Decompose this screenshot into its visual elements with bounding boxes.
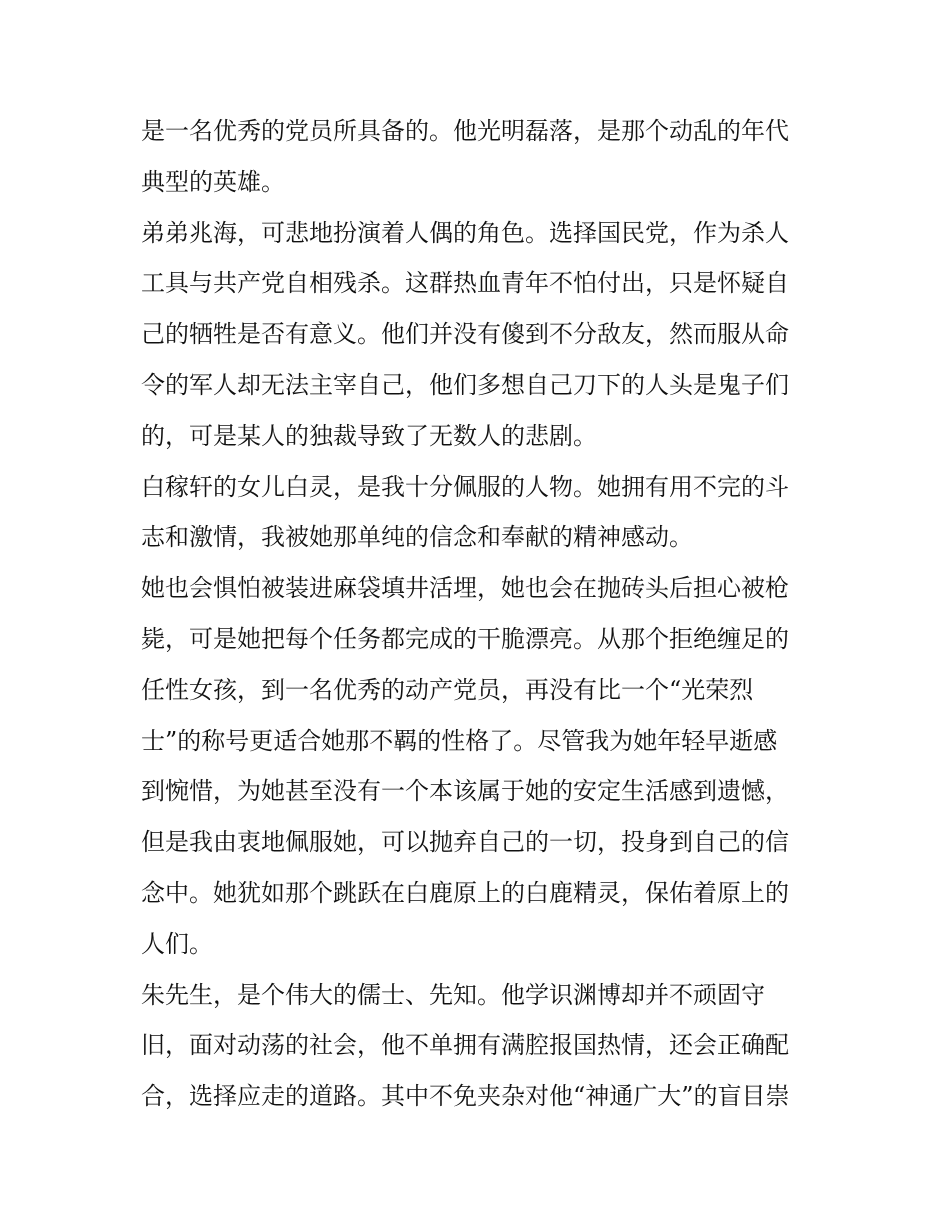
text-line: 志和激情，我被她那单纯的信念和奉献的精神感动。 <box>141 523 693 552</box>
text-line: 是一名优秀的党员所具备的。他光明磊落，是那个动乱的年代 <box>141 117 789 145</box>
text-line: 旧，面对动荡的社会，他不单拥有满腔报国热情，还会正确配 <box>141 1031 789 1060</box>
text-line: 人们。 <box>141 929 213 958</box>
text-line: 的，可是某人的独裁导致了无数人的悲剧。 <box>141 421 597 450</box>
text-line: 任性女孩，到一名优秀的动产党员，再没有比一个“光荣烈 <box>141 675 754 704</box>
text-line: 朱先生，是个伟大的儒士、先知。他学识渊博却并不顽固守 <box>141 980 765 1009</box>
text-line: 合，选择应走的道路。其中不免夹杂对他“神通广大”的盲目崇 <box>141 1082 790 1111</box>
text-line: 念中。她犹如那个跳跃在白鹿原上的白鹿精灵，保佑着原上的 <box>141 878 789 907</box>
text-line: 令的军人却无法主宰自己，他们多想自己刀下的人头是鬼子们 <box>141 370 789 399</box>
text-line: 毙，可是她把每个任务都完成的干脆漂亮。从那个拒绝缠足的 <box>141 624 789 653</box>
text-line: 典型的英雄。 <box>141 167 285 196</box>
text-line: 弟弟兆海，可悲地扮演着人偶的角色。选择国民党，作为杀人 <box>141 218 789 247</box>
text-line: 白稼轩的女儿白灵，是我十分佩服的人物。她拥有用不完的斗 <box>141 472 789 501</box>
text-line: 士”的称号更适合她那不羁的性格了。尽管我为她年轻早逝感 <box>141 726 778 755</box>
text-line: 工具与共产党自相残杀。这群热血青年不怕付出，只是怀疑自 <box>141 269 789 298</box>
text-line: 己的牺牲是否有意义。他们并没有傻到不分敌友，然而服从命 <box>141 320 789 349</box>
text-line: 但是我由衷地佩服她，可以抛弃自己的一切，投身到自己的信 <box>141 828 789 857</box>
body-text <box>141 106 813 1122</box>
text-line: 到惋惜，为她甚至没有一个本该属于她的安定生活感到遗憾， <box>141 777 789 806</box>
text-line: 她也会惧怕被装进麻袋填井活埋，她也会在抛砖头后担心被枪 <box>141 574 789 603</box>
